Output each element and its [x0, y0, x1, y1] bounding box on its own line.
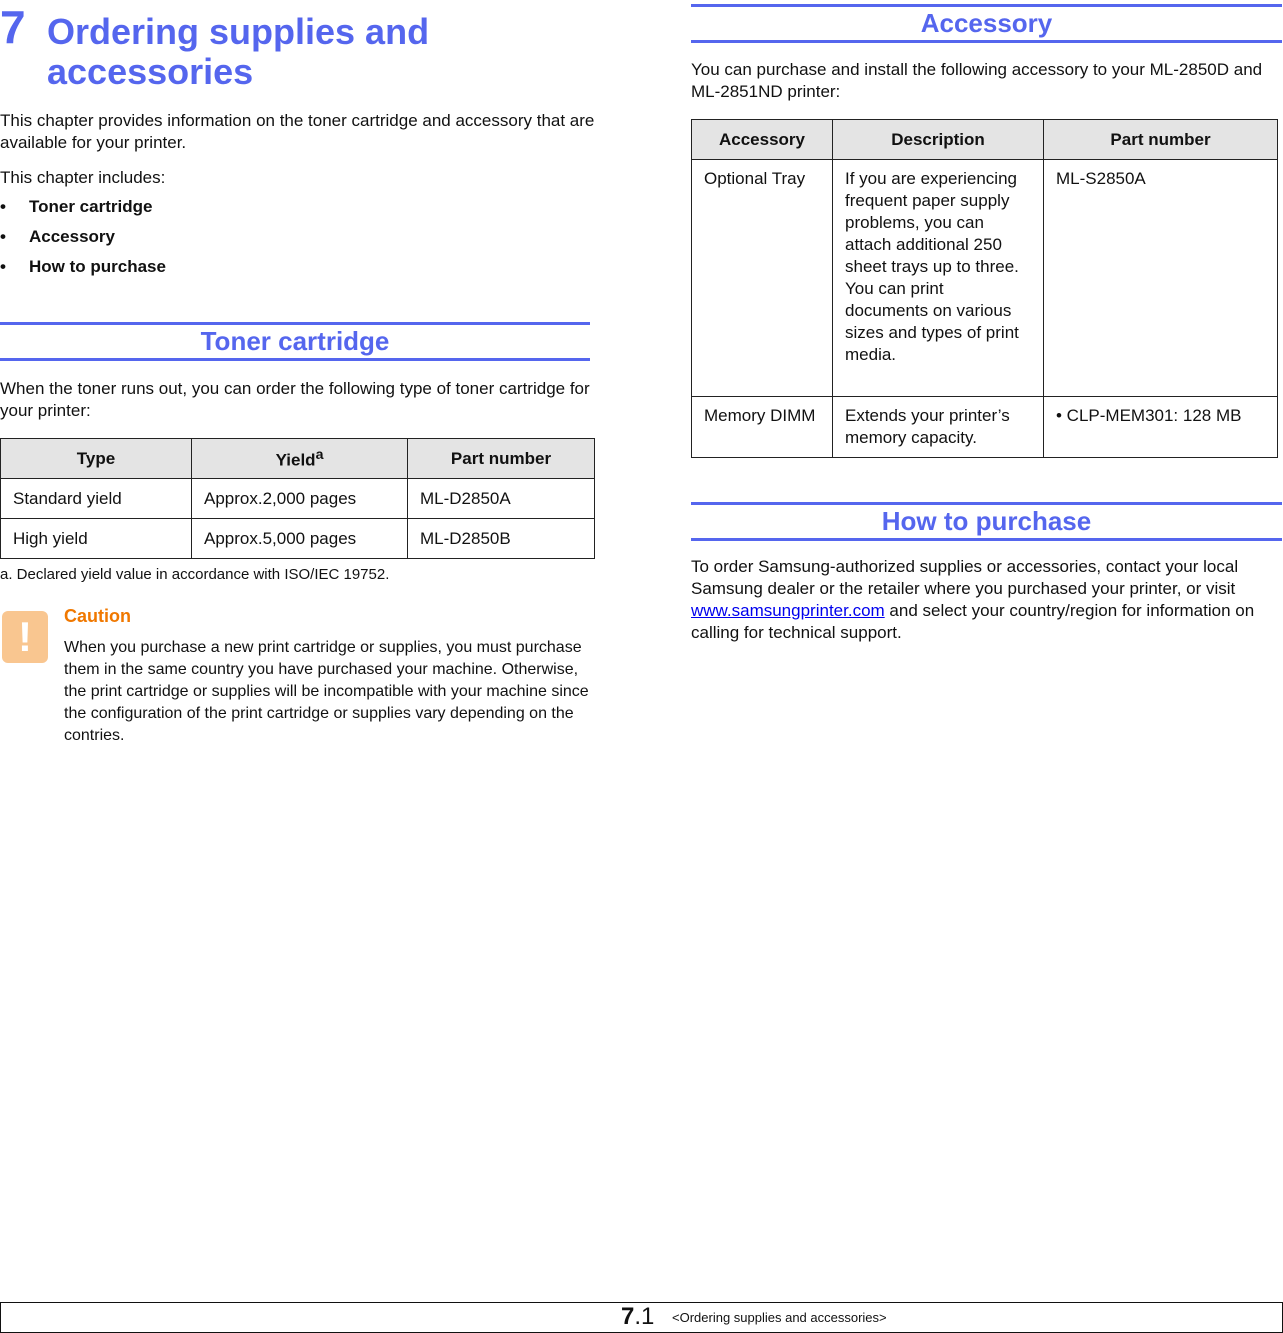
caution-title: Caution [64, 606, 131, 626]
table-header: Type [1, 439, 192, 479]
table-row [692, 397, 1278, 458]
footer-label: <Ordering supplies and accessories> [672, 1310, 887, 1325]
bullet-item: • Toner cartridge [0, 197, 153, 216]
footnote-marker: a [315, 446, 324, 463]
bullet-label: How to purchase [29, 257, 166, 276]
chapter-title: Ordering supplies and accessories [47, 11, 430, 92]
bullet-item: • How to purchase [0, 257, 166, 276]
page-number-minor: .1 [634, 1303, 655, 1330]
chapter-intro: This chapter provides information on the toner cartridge and accessory that are available for your printer. [0, 111, 595, 152]
table-header: Accessory [692, 120, 833, 160]
table-cell: High yield [1, 519, 192, 559]
table-header: Description [833, 120, 1044, 160]
table-cell: Extends your printer’s memory capacity. [833, 397, 1044, 458]
table-row [692, 160, 1278, 397]
toner-text: When the toner runs out, you can order the following type of toner cartridge for your printer: [0, 379, 590, 420]
table-cell: • CLP-MEM301: 128 MB [1044, 397, 1278, 458]
yield-footnote: a. Declared yield value in accordance with ISO/IEC 19752. [0, 566, 390, 583]
table-cell: ML-D2850B [408, 519, 595, 559]
bullet-label: Toner cartridge [29, 197, 153, 216]
section-heading-accessory: Accessory [691, 4, 1282, 43]
table-row [1, 479, 595, 519]
samsung-printer-link[interactable]: www.samsungprinter.com [691, 601, 885, 620]
bullet-label: Accessory [29, 227, 116, 246]
section-heading-toner: Toner cartridge [0, 322, 590, 361]
purchase-text-after: and select your country/region for information on calling for technical support. [691, 601, 1255, 642]
includes-label: This chapter includes: [0, 168, 166, 187]
table-cell: Standard yield [1, 479, 192, 519]
table-cell: ML-S2850A [1044, 160, 1278, 397]
yield-header-label: Yield [275, 450, 316, 470]
table-cell: If you are experiencing frequent paper supply problems, you can attach additional 250 sheet trays up to three. You can print documents on various sizes and types of print media. [833, 160, 1044, 397]
table-cell: Approx.5,000 pages [192, 519, 408, 559]
caution-icon-glyph: ! [18, 613, 32, 660]
table-header [192, 439, 408, 479]
page-number [621, 1303, 654, 1331]
table-row [1, 519, 595, 559]
page-number-major: 7 [621, 1303, 635, 1330]
accessory-text: You can purchase and install the following accessory to your ML-2850D and ML-2851ND printer: [691, 60, 1263, 101]
table-cell: Memory DIMM [692, 397, 833, 458]
bullet-item: • Accessory [0, 227, 116, 246]
table-cell: Optional Tray [692, 160, 833, 397]
table-header: Part number [408, 439, 595, 479]
table-cell: ML-D2850A [408, 479, 595, 519]
page-footer [0, 1302, 1283, 1333]
accessory-table [691, 119, 1278, 458]
table-cell: Approx.2,000 pages [192, 479, 408, 519]
table-header: Part number [1044, 120, 1278, 160]
caution-icon [2, 611, 48, 663]
caution-body: When you purchase a new print cartridge or supplies, you must purchase them in the same country you have purchased your machine. Otherwise, the print cartridge or supplies will be incompatible with your machine since the configuration of the print cartridge or supplies vary depending on the contries. [64, 639, 589, 744]
toner-table [0, 438, 595, 559]
section-heading-purchase: How to purchase [691, 502, 1282, 541]
purchase-text-before: To order Samsung-authorized supplies or accessories, contact your local Samsung dealer or the retailer where you purchased your printer, or visit [691, 557, 1239, 598]
chapter-number: 7 [0, 1, 26, 53]
purchase-text [691, 556, 1283, 644]
